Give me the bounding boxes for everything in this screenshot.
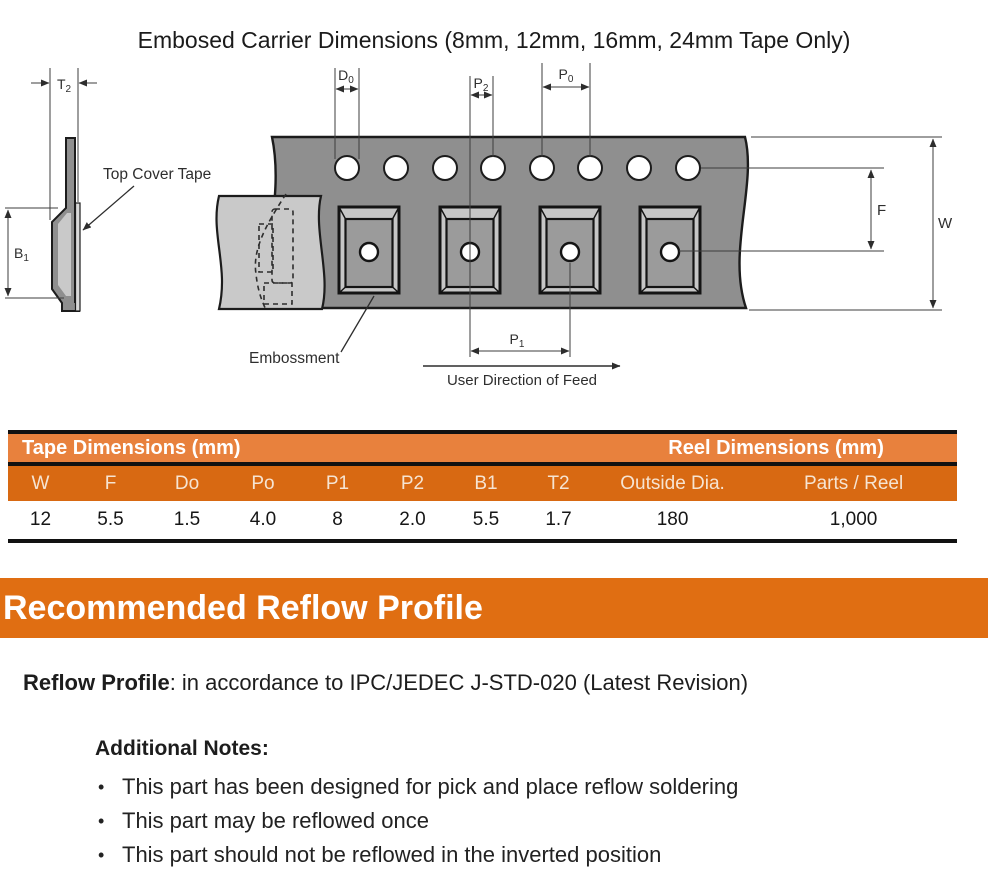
tape-top-view bbox=[217, 63, 953, 389]
column-header-p1: P1 bbox=[300, 464, 375, 501]
column-header-w: W bbox=[8, 464, 73, 501]
column-header-t2: T2 bbox=[522, 464, 595, 501]
group-header-reel-dimensions: Reel Dimensions (mm) bbox=[595, 432, 957, 464]
bullet-dot: • bbox=[98, 811, 105, 831]
cover-tape-profile bbox=[76, 203, 81, 311]
column-header-parts-per-reel: Parts / Reel bbox=[750, 464, 957, 501]
column-header-p2: P2 bbox=[375, 464, 450, 501]
value-p1: 8 bbox=[300, 501, 375, 541]
note-bullet-2 bbox=[98, 807, 958, 835]
dim-label-p2: $P_2$ bbox=[473, 75, 489, 94]
note-text: This part has been designed for pick and place reflow soldering bbox=[122, 774, 739, 799]
column-header-do: Do bbox=[148, 464, 226, 501]
note-text: This part should not be reflowed in the inverted position bbox=[122, 842, 662, 867]
dim-label-p1: $P_1$ bbox=[509, 331, 525, 350]
feed-direction-label: User Direction of Feed bbox=[446, 372, 598, 389]
dim-label-w: W bbox=[938, 215, 953, 232]
table-group-header-row bbox=[8, 432, 957, 464]
additional-notes-heading: Additional Notes: bbox=[95, 737, 269, 760]
value-po: 4.0 bbox=[226, 501, 300, 541]
note-bullet-1 bbox=[98, 773, 958, 801]
tape-reel-dimensions-table bbox=[8, 430, 957, 543]
value-t2: 1.7 bbox=[522, 501, 595, 541]
column-header-b1: B1 bbox=[450, 464, 522, 501]
dim-label-b1: $B_1$ bbox=[14, 245, 29, 264]
dim-label-t2: $T_2$ bbox=[56, 76, 72, 95]
reflow-profile-label: Reflow Profile bbox=[23, 670, 170, 695]
reflow-section-heading-text: Recommended Reflow Profile bbox=[3, 589, 483, 627]
top-cover-tape-label: Top Cover Tape bbox=[103, 166, 212, 183]
note-bullet-3 bbox=[98, 841, 958, 869]
value-parts-per-reel: 1,000 bbox=[750, 501, 957, 541]
dim-label-d0: $D_0$ bbox=[338, 67, 354, 86]
table-column-header-row bbox=[8, 464, 957, 501]
column-header-f: F bbox=[73, 464, 148, 501]
value-b1: 5.5 bbox=[450, 501, 522, 541]
bullet-dot: • bbox=[98, 845, 105, 865]
tape-carrier-diagram bbox=[0, 55, 988, 400]
note-text: This part may be reflowed once bbox=[122, 808, 429, 833]
peeled-cover-tape bbox=[217, 196, 325, 309]
page-title: Embosed Carrier Dimensions (8mm, 12mm, 16mm, 24mm Tape Only) bbox=[137, 27, 851, 53]
tape-cross-section bbox=[5, 68, 211, 311]
value-f: 5.5 bbox=[73, 501, 148, 541]
reflow-section-heading bbox=[0, 578, 988, 638]
reflow-profile-line bbox=[23, 666, 963, 700]
table-value-row bbox=[8, 501, 957, 541]
value-outside-dia: 180 bbox=[595, 501, 750, 541]
embossment-pocket-profile bbox=[58, 213, 71, 296]
column-header-outside-dia: Outside Dia. bbox=[595, 464, 750, 501]
dim-label-p0: $P_0$ bbox=[558, 66, 574, 85]
value-w: 12 bbox=[8, 501, 73, 541]
embossment-label: Embossment bbox=[249, 350, 340, 367]
reflow-profile-text: : in accordance to IPC/JEDEC J-STD-020 (Latest Revision) bbox=[169, 670, 749, 695]
bullet-dot: • bbox=[98, 777, 105, 797]
value-p2: 2.0 bbox=[375, 501, 450, 541]
dim-label-f: F bbox=[877, 202, 887, 219]
group-header-tape-dimensions: Tape Dimensions (mm) bbox=[8, 432, 595, 464]
column-header-po: Po bbox=[226, 464, 300, 501]
value-do: 1.5 bbox=[148, 501, 226, 541]
